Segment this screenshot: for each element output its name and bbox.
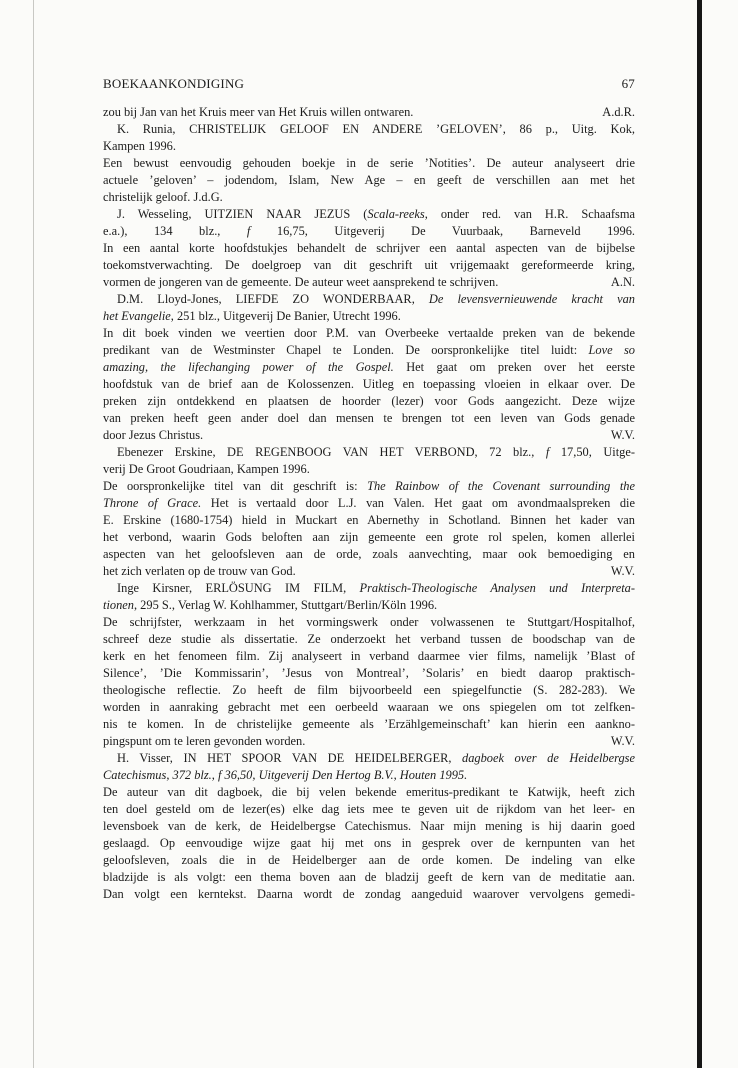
line-text: H. Visser, IN HET SPOOR VAN DE HEIDELBERGER, [117,751,462,765]
text-line [103,852,635,869]
line-text: e.a.), 134 blz., [103,224,247,238]
line-text: In een aantal korte hoofdstukjes behandelt de schrijver een aantal aspecten van de bijbelse [103,241,635,255]
line-text: hoofdstuk van de brief aan de Kolossenzen. Uitleg en toepassing vloeien in elkaar over. De [103,377,635,391]
line-text: 17,50, Uitge- [549,445,635,459]
italic-title-text: dagboek over de Heidelbergse [462,751,635,765]
line-text: zou bij Jan van het Kruis meer van Het Kruis willen ontwaren. [103,105,414,119]
line-text: D.M. Lloyd-Jones, LIEFDE ZO WONDERBAAR, [117,292,429,306]
line-text: ten doel gesteld om de lezer(es) elke dag iets mee te geven uit de rijkdom van het leer- en [103,802,635,816]
text-line [103,733,635,750]
text-line [103,818,635,835]
line-text: actuele ’geloven’ – jodendom, Islam, New Age – en geeft de verschillen aan met het [103,173,635,187]
text-line [103,308,635,325]
page-number: 67 [621,76,635,91]
text-line [103,189,635,206]
text-line [103,835,635,852]
line-text: pingspunt om te leren gevonden worden. [103,734,306,748]
line-text: worden in aanraking gebracht met een oerbeeld waaraan we ons spiegelen om tot zelfken- [103,700,635,714]
text-line [103,410,635,427]
text-line [103,172,635,189]
page-edge-right [697,0,702,1068]
reviewer-initials: W.V. [610,734,635,748]
line-text: van preken heeft geen ander doel dan mensen te brengen tot een leven van Gods genade [103,411,635,425]
text-line [103,155,635,172]
line-text: het zich verlaten op de trouw van God. [103,564,296,578]
italic-title-text: tionen [103,598,134,612]
text-line [103,444,635,461]
text-line [103,665,635,682]
line-text: schreef deze studie als dissertatie. Ze onderzoekt het verband tussen de boodschap van de [103,632,635,646]
line-text: De oorspronkelijke titel van dit geschrift is: [103,479,368,493]
line-text: Dan volgt een kerntekst. Daarna wordt de zondag aangeduid waarover vervolgens gemedi- [103,887,635,901]
italic-title-text: Catechismus, 372 blz., f 36,50, Uitgeverij Den Hertog B.V., Houten 1995. [103,768,468,782]
line-text: De schrijfster, werkzaam in het vormingswerk onder volwassenen te Stuttgart/Hospitalhof, [103,615,635,629]
line-text: preken zijn ontdekkend en plaatsen de hoorder (lezer) voor Gods aangezicht. Deze wijze [103,394,635,408]
italic-title-text: het Evangelie [103,309,171,323]
line-text: Ebenezer Erskine, DE REGENBOOG VAN HET VERBOND, 72 blz., [117,445,546,459]
text-line [103,274,635,291]
line-text: kerk en het fenomeen film. Zij analyseert in verband daarmee vier films, namelijk ’Blast of [103,649,635,663]
running-header [103,76,635,94]
italic-title-text: amazing, the lifechanging power of the Gospel. [103,360,394,374]
line-text: Inge Kirsner, ERLÖSUNG IM FILM, [117,581,360,595]
text-line [103,359,635,376]
text-line [103,427,635,444]
page-edge-left [33,0,34,1068]
line-text: christelijk geloof. J.d.G. [103,190,223,204]
line-text: , onder red. van H.R. Schaafsma [424,207,636,221]
italic-title-text: f [545,445,550,459]
text-line [103,495,635,512]
text-line [103,801,635,818]
text-line [103,869,635,886]
line-text: verij De Groot Goudriaan, Kampen 1996. [103,462,310,476]
text-line [103,342,635,359]
line-text: theologische reflectie. Zo heeft de film bijvoorbeeld een spiegelfunctie (S. 282-283). We [103,683,635,697]
reviewer-initials: W.V. [610,428,635,442]
line-text: door Jezus Christus. [103,428,204,442]
text-line [103,614,635,631]
text-line [103,257,635,274]
line-text: geslaagd. Op eenvoudige wijze gaat hij met ons in gesprek over de kernpunten van het [103,836,635,850]
text-line [103,648,635,665]
line-text: vormen de jongeren van de gemeente. De auteur weet aansprekend te schrijven. [103,275,499,289]
italic-title-text: Throne of Grace. [103,496,202,510]
line-text: Het is vertaald door L.J. van Valen. Het gaat om avondmaalspreken die [201,496,635,510]
running-title: BOEKAANKONDIGING [103,76,245,91]
line-text: nis te komen. In de christelijke gemeente als ’Erzählgemeinschaft’ kan hierin een aankno- [103,717,635,731]
review-text [103,104,635,903]
text-line [103,291,635,308]
text-line [103,716,635,733]
reviewer-initials: W.V. [610,564,635,578]
text-line [103,546,635,563]
italic-title-text: Praktisch-Theologische Analysen und Interpreta- [359,581,635,595]
text-line [103,461,635,478]
text-line [103,240,635,257]
line-text: levensboek van de kerk, de Heidelbergse Catechismus. Naar mijn mening is hij daarin goed [103,819,635,833]
line-text: Silence’, ’Die Kommissarin’, ’Jesus von Montreal’, ’Solaris’ en biedt daarop praktisch- [103,666,635,680]
text-line [103,121,635,138]
text-line [103,784,635,801]
italic-title-text: f [246,224,251,238]
line-text: geloofsleven, zoals die in de Heidelberger aan de orde komen. De indeling van elke [103,853,635,867]
italic-title-text: Scala-reeks [367,207,425,221]
text-line [103,512,635,529]
line-text: Het gaat om preken over het eerste [393,360,635,374]
reviewer-initials: A.d.R. [602,105,635,119]
line-text: J. Wesseling, UITZIEN NAAR JEZUS ( [117,207,368,221]
text-line [103,580,635,597]
text-line [103,529,635,546]
text-line [103,750,635,767]
line-text: 16,75, Uitgeverij De Vuurbaak, Barneveld 1996. [250,224,635,238]
text-line [103,138,635,155]
italic-title-text: The Rainbow of the Covenant surrounding the [367,479,635,493]
text-line [103,597,635,614]
text-line [103,886,635,903]
text-line [103,631,635,648]
line-text: Kampen 1996. [103,139,176,153]
line-text: , 295 S., Verlag W. Kohlhammer, Stuttgart/Berlin/Köln 1996. [133,598,438,612]
italic-title-text: De levensvernieuwende kracht van [428,292,635,306]
text-line [103,767,635,784]
text-line [103,376,635,393]
italic-title-text: Love so [588,343,635,357]
text-line [103,699,635,716]
line-text: toekomstverwachting. De doelgroep van dit geschrift uit vrijgemaakt gereformeerde kring, [103,258,635,272]
text-line [103,223,635,240]
text-line [103,393,635,410]
line-text: K. Runia, CHRISTELIJK GELOOF EN ANDERE ’GELOVEN’, 86 p., Uitg. Kok, [117,122,635,136]
text-line [103,206,635,223]
line-text: predikant van de Westminster Chapel te Londen. De oorspronkelijke titel luidt: [103,343,589,357]
text-line [103,104,635,121]
text-line [103,478,635,495]
reviewer-initials: A.N. [610,275,635,289]
line-text: bladzijde is als volgt: een thema boven aan de bladzij geeft de kern van de meditatie aan. [103,870,635,884]
text-line [103,682,635,699]
line-text: aspecten van het geloofsleven aan de orde, zoals aanvechting, maar ook bemoediging en [103,547,635,561]
line-text: E. Erskine (1680-1754) hield in Muckart en Abernethy in Schotland. Binnen het kader van [103,513,635,527]
text-line [103,563,635,580]
line-text: De auteur van dit dagboek, die bij velen bekende emeritus-predikant te Katwijk, heeft zich [103,785,635,799]
line-text: het verbond, waarin Gods beloften aan zijn gemeente een grote rol spelen, komen allerlei [103,530,635,544]
line-text: In dit boek vinden we veertien door P.M. van Overbeeke vertaalde preken van de bekende [103,326,635,340]
line-text: Een bewust eenvoudig gehouden boekje in de serie ’Notities’. De auteur analyseert drie [103,156,635,170]
text-line [103,325,635,342]
line-text: , 251 blz., Uitgeverij De Banier, Utrecht 1996. [170,309,401,323]
